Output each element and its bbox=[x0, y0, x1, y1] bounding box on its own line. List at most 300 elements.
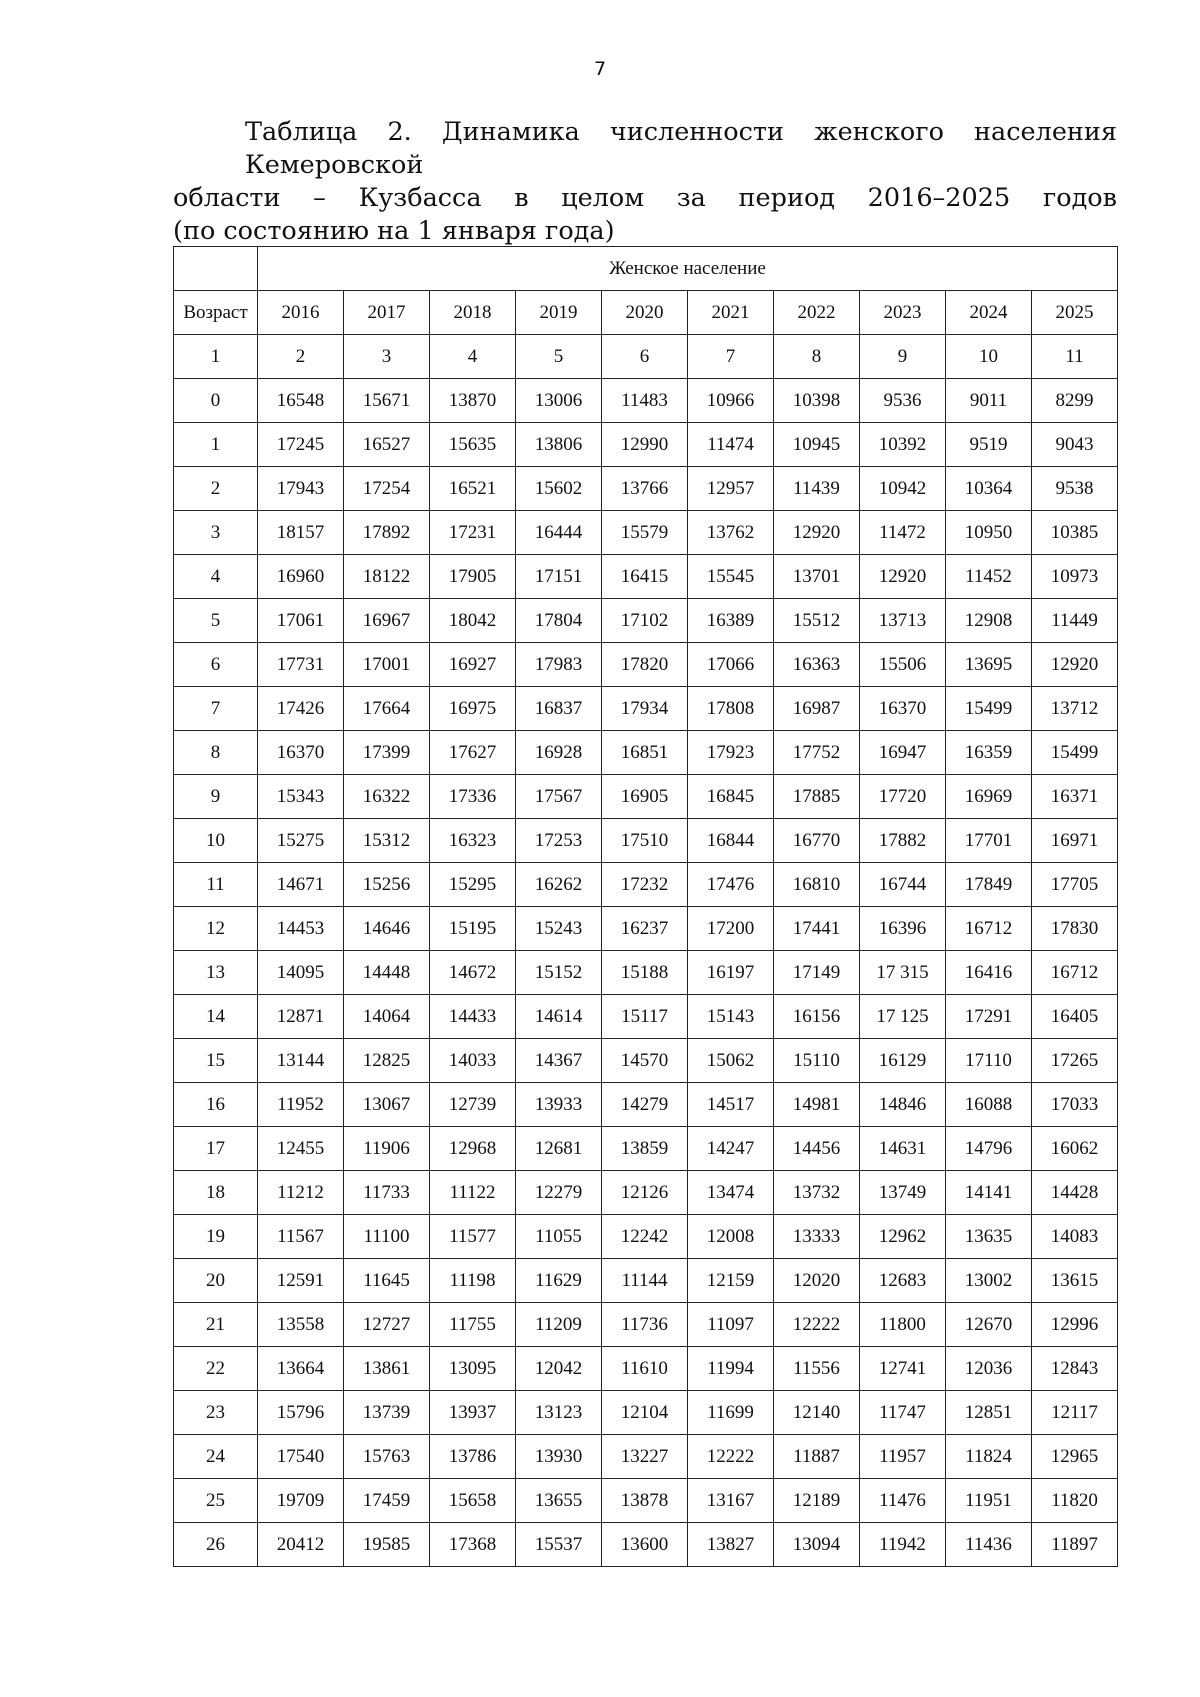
value-cell: 14279 bbox=[602, 1083, 688, 1127]
value-cell: 13859 bbox=[602, 1127, 688, 1171]
column-number-cell: 2 bbox=[258, 335, 344, 379]
value-cell: 11556 bbox=[774, 1347, 860, 1391]
table-row bbox=[174, 1083, 1118, 1127]
value-cell: 17033 bbox=[1032, 1083, 1118, 1127]
value-cell: 13930 bbox=[516, 1435, 602, 1479]
value-cell: 15506 bbox=[860, 643, 946, 687]
value-cell: 16405 bbox=[1032, 995, 1118, 1039]
age-cell: 7 bbox=[174, 687, 258, 731]
column-number-cell: 5 bbox=[516, 335, 602, 379]
value-cell: 12741 bbox=[860, 1347, 946, 1391]
value-cell: 16770 bbox=[774, 819, 860, 863]
value-cell: 16712 bbox=[946, 907, 1032, 951]
table-row bbox=[174, 1127, 1118, 1171]
table-row bbox=[174, 863, 1118, 907]
value-cell: 10950 bbox=[946, 511, 1032, 555]
value-cell: 15117 bbox=[602, 995, 688, 1039]
value-cell: 16971 bbox=[1032, 819, 1118, 863]
value-cell: 17567 bbox=[516, 775, 602, 819]
age-cell: 15 bbox=[174, 1039, 258, 1083]
value-cell: 12968 bbox=[430, 1127, 516, 1171]
column-number-cell: 7 bbox=[688, 335, 774, 379]
value-cell: 16905 bbox=[602, 775, 688, 819]
age-cell: 14 bbox=[174, 995, 258, 1039]
value-cell: 11733 bbox=[344, 1171, 430, 1215]
table-row bbox=[174, 995, 1118, 1039]
age-cell: 22 bbox=[174, 1347, 258, 1391]
value-cell: 11629 bbox=[516, 1259, 602, 1303]
value-cell: 17 315 bbox=[860, 951, 946, 995]
value-cell: 17231 bbox=[430, 511, 516, 555]
value-cell: 17368 bbox=[430, 1523, 516, 1567]
value-cell: 13739 bbox=[344, 1391, 430, 1435]
value-cell: 12683 bbox=[860, 1259, 946, 1303]
value-cell: 13749 bbox=[860, 1171, 946, 1215]
caption-line-2: области – Кузбасса в целом за период 2016–2025 годов bbox=[173, 183, 1117, 213]
column-number-cell: 6 bbox=[602, 335, 688, 379]
value-cell: 14981 bbox=[774, 1083, 860, 1127]
value-cell: 11942 bbox=[860, 1523, 946, 1567]
value-cell: 15195 bbox=[430, 907, 516, 951]
value-cell: 15579 bbox=[602, 511, 688, 555]
value-cell: 13937 bbox=[430, 1391, 516, 1435]
value-cell: 17110 bbox=[946, 1039, 1032, 1083]
value-cell: 14453 bbox=[258, 907, 344, 951]
value-cell: 13878 bbox=[602, 1479, 688, 1523]
value-cell: 14631 bbox=[860, 1127, 946, 1171]
value-cell: 10966 bbox=[688, 379, 774, 423]
value-cell: 13786 bbox=[430, 1435, 516, 1479]
value-cell: 11198 bbox=[430, 1259, 516, 1303]
value-cell: 14614 bbox=[516, 995, 602, 1039]
value-cell: 11476 bbox=[860, 1479, 946, 1523]
value-cell: 10398 bbox=[774, 379, 860, 423]
age-cell: 11 bbox=[174, 863, 258, 907]
column-number-cell: 4 bbox=[430, 335, 516, 379]
table-row bbox=[174, 379, 1118, 423]
value-cell: 12962 bbox=[860, 1215, 946, 1259]
table-body bbox=[174, 379, 1118, 1567]
table-row bbox=[174, 599, 1118, 643]
column-number-cell: 1 bbox=[174, 335, 258, 379]
value-cell: 17849 bbox=[946, 863, 1032, 907]
value-cell: 14064 bbox=[344, 995, 430, 1039]
table-row bbox=[174, 1391, 1118, 1435]
value-cell: 13695 bbox=[946, 643, 1032, 687]
value-cell: 17 125 bbox=[860, 995, 946, 1039]
value-cell: 15499 bbox=[946, 687, 1032, 731]
value-cell: 14646 bbox=[344, 907, 430, 951]
table-caption bbox=[173, 116, 1117, 248]
year-header: 2021 bbox=[688, 291, 774, 335]
value-cell: 11097 bbox=[688, 1303, 774, 1347]
value-cell: 13600 bbox=[602, 1523, 688, 1567]
column-number-cell: 10 bbox=[946, 335, 1032, 379]
age-cell: 12 bbox=[174, 907, 258, 951]
table-row bbox=[174, 1435, 1118, 1479]
value-cell: 9538 bbox=[1032, 467, 1118, 511]
value-cell: 17905 bbox=[430, 555, 516, 599]
empty-corner-cell bbox=[174, 247, 258, 291]
value-cell: 12965 bbox=[1032, 1435, 1118, 1479]
value-cell: 11122 bbox=[430, 1171, 516, 1215]
page-number: 7 bbox=[593, 58, 607, 80]
value-cell: 14367 bbox=[516, 1039, 602, 1083]
value-cell: 11994 bbox=[688, 1347, 774, 1391]
value-cell: 16837 bbox=[516, 687, 602, 731]
value-cell: 17701 bbox=[946, 819, 1032, 863]
year-header: 2016 bbox=[258, 291, 344, 335]
value-cell: 11100 bbox=[344, 1215, 430, 1259]
value-cell: 16416 bbox=[946, 951, 1032, 995]
year-header: 2022 bbox=[774, 291, 860, 335]
value-cell: 11449 bbox=[1032, 599, 1118, 643]
column-number-cell: 3 bbox=[344, 335, 430, 379]
value-cell: 17291 bbox=[946, 995, 1032, 1039]
value-cell: 11577 bbox=[430, 1215, 516, 1259]
value-cell: 13664 bbox=[258, 1347, 344, 1391]
value-cell: 11951 bbox=[946, 1479, 1032, 1523]
value-cell: 19709 bbox=[258, 1479, 344, 1523]
table-row bbox=[174, 819, 1118, 863]
table-row bbox=[174, 511, 1118, 555]
value-cell: 11957 bbox=[860, 1435, 946, 1479]
table-row bbox=[174, 423, 1118, 467]
value-cell: 15143 bbox=[688, 995, 774, 1039]
value-cell: 11483 bbox=[602, 379, 688, 423]
table-row bbox=[174, 731, 1118, 775]
value-cell: 12825 bbox=[344, 1039, 430, 1083]
value-cell: 13067 bbox=[344, 1083, 430, 1127]
value-cell: 15110 bbox=[774, 1039, 860, 1083]
value-cell: 16987 bbox=[774, 687, 860, 731]
age-cell: 9 bbox=[174, 775, 258, 819]
value-cell: 11055 bbox=[516, 1215, 602, 1259]
value-cell: 11699 bbox=[688, 1391, 774, 1435]
value-cell: 15152 bbox=[516, 951, 602, 995]
value-cell: 17061 bbox=[258, 599, 344, 643]
age-cell: 21 bbox=[174, 1303, 258, 1347]
value-cell: 15545 bbox=[688, 555, 774, 599]
value-cell: 17149 bbox=[774, 951, 860, 995]
value-cell: 12990 bbox=[602, 423, 688, 467]
value-cell: 16363 bbox=[774, 643, 860, 687]
value-cell: 12222 bbox=[688, 1435, 774, 1479]
value-cell: 12042 bbox=[516, 1347, 602, 1391]
value-cell: 16844 bbox=[688, 819, 774, 863]
value-cell: 13827 bbox=[688, 1523, 774, 1567]
value-cell: 12222 bbox=[774, 1303, 860, 1347]
value-cell: 17200 bbox=[688, 907, 774, 951]
value-cell: 16088 bbox=[946, 1083, 1032, 1127]
value-cell: 13870 bbox=[430, 379, 516, 423]
value-cell: 16444 bbox=[516, 511, 602, 555]
value-cell: 10945 bbox=[774, 423, 860, 467]
age-cell: 6 bbox=[174, 643, 258, 687]
value-cell: 17232 bbox=[602, 863, 688, 907]
value-cell: 16928 bbox=[516, 731, 602, 775]
value-cell: 11144 bbox=[602, 1259, 688, 1303]
value-cell: 13227 bbox=[602, 1435, 688, 1479]
value-cell: 19585 bbox=[344, 1523, 430, 1567]
value-cell: 12189 bbox=[774, 1479, 860, 1523]
value-cell: 15275 bbox=[258, 819, 344, 863]
table-row bbox=[174, 467, 1118, 511]
value-cell: 15256 bbox=[344, 863, 430, 907]
value-cell: 17664 bbox=[344, 687, 430, 731]
value-cell: 20412 bbox=[258, 1523, 344, 1567]
value-cell: 12843 bbox=[1032, 1347, 1118, 1391]
value-cell: 15312 bbox=[344, 819, 430, 863]
value-cell: 17934 bbox=[602, 687, 688, 731]
value-cell: 16810 bbox=[774, 863, 860, 907]
age-cell: 23 bbox=[174, 1391, 258, 1435]
year-header: 2025 bbox=[1032, 291, 1118, 335]
table-row bbox=[174, 1215, 1118, 1259]
value-cell: 16969 bbox=[946, 775, 1032, 819]
value-cell: 12920 bbox=[774, 511, 860, 555]
age-cell: 10 bbox=[174, 819, 258, 863]
value-cell: 12140 bbox=[774, 1391, 860, 1435]
value-cell: 10942 bbox=[860, 467, 946, 511]
value-cell: 15188 bbox=[602, 951, 688, 995]
value-cell: 13095 bbox=[430, 1347, 516, 1391]
value-cell: 17102 bbox=[602, 599, 688, 643]
value-cell: 15537 bbox=[516, 1523, 602, 1567]
value-cell: 13713 bbox=[860, 599, 946, 643]
value-cell: 13933 bbox=[516, 1083, 602, 1127]
value-cell: 16851 bbox=[602, 731, 688, 775]
value-cell: 11736 bbox=[602, 1303, 688, 1347]
value-cell: 17808 bbox=[688, 687, 774, 731]
value-cell: 14448 bbox=[344, 951, 430, 995]
value-cell: 13615 bbox=[1032, 1259, 1118, 1303]
value-cell: 17441 bbox=[774, 907, 860, 951]
value-cell: 11212 bbox=[258, 1171, 344, 1215]
value-cell: 16359 bbox=[946, 731, 1032, 775]
value-cell: 14428 bbox=[1032, 1171, 1118, 1215]
value-cell: 9536 bbox=[860, 379, 946, 423]
value-cell: 16129 bbox=[860, 1039, 946, 1083]
value-cell: 16548 bbox=[258, 379, 344, 423]
value-cell: 17804 bbox=[516, 599, 602, 643]
year-header: 2019 bbox=[516, 291, 602, 335]
value-cell: 13712 bbox=[1032, 687, 1118, 731]
value-cell: 17943 bbox=[258, 467, 344, 511]
value-cell: 16845 bbox=[688, 775, 774, 819]
value-cell: 12739 bbox=[430, 1083, 516, 1127]
value-cell: 13167 bbox=[688, 1479, 774, 1523]
value-cell: 18122 bbox=[344, 555, 430, 599]
value-cell: 16415 bbox=[602, 555, 688, 599]
age-cell: 17 bbox=[174, 1127, 258, 1171]
value-cell: 13762 bbox=[688, 511, 774, 555]
age-cell: 3 bbox=[174, 511, 258, 555]
year-header: 2018 bbox=[430, 291, 516, 335]
age-cell: 4 bbox=[174, 555, 258, 599]
value-cell: 11820 bbox=[1032, 1479, 1118, 1523]
value-cell: 16062 bbox=[1032, 1127, 1118, 1171]
value-cell: 12591 bbox=[258, 1259, 344, 1303]
value-cell: 17265 bbox=[1032, 1039, 1118, 1083]
value-cell: 17752 bbox=[774, 731, 860, 775]
value-cell: 12455 bbox=[258, 1127, 344, 1171]
value-cell: 17885 bbox=[774, 775, 860, 819]
value-cell: 16744 bbox=[860, 863, 946, 907]
age-cell: 13 bbox=[174, 951, 258, 995]
value-cell: 18042 bbox=[430, 599, 516, 643]
value-cell: 12920 bbox=[860, 555, 946, 599]
value-cell: 17705 bbox=[1032, 863, 1118, 907]
table-row bbox=[174, 1039, 1118, 1083]
value-cell: 16197 bbox=[688, 951, 774, 995]
value-cell: 14141 bbox=[946, 1171, 1032, 1215]
value-cell: 17510 bbox=[602, 819, 688, 863]
value-cell: 14083 bbox=[1032, 1215, 1118, 1259]
value-cell: 13094 bbox=[774, 1523, 860, 1567]
value-cell: 11897 bbox=[1032, 1523, 1118, 1567]
value-cell: 15658 bbox=[430, 1479, 516, 1523]
value-cell: 12036 bbox=[946, 1347, 1032, 1391]
value-cell: 9011 bbox=[946, 379, 1032, 423]
value-cell: 13766 bbox=[602, 467, 688, 511]
column-number-cell: 11 bbox=[1032, 335, 1118, 379]
value-cell: 11755 bbox=[430, 1303, 516, 1347]
value-cell: 17627 bbox=[430, 731, 516, 775]
value-cell: 13806 bbox=[516, 423, 602, 467]
value-cell: 12851 bbox=[946, 1391, 1032, 1435]
value-cell: 13123 bbox=[516, 1391, 602, 1435]
value-cell: 15671 bbox=[344, 379, 430, 423]
value-cell: 11887 bbox=[774, 1435, 860, 1479]
population-table bbox=[173, 246, 1118, 1567]
value-cell: 13333 bbox=[774, 1215, 860, 1259]
caption-line-1: Таблица 2. Динамика численности женского населения Кемеровской bbox=[245, 117, 1117, 180]
year-header: 2024 bbox=[946, 291, 1032, 335]
value-cell: 16389 bbox=[688, 599, 774, 643]
age-cell: 5 bbox=[174, 599, 258, 643]
value-cell: 16156 bbox=[774, 995, 860, 1039]
value-cell: 17336 bbox=[430, 775, 516, 819]
value-cell: 17151 bbox=[516, 555, 602, 599]
value-cell: 16947 bbox=[860, 731, 946, 775]
value-cell: 16237 bbox=[602, 907, 688, 951]
value-cell: 14846 bbox=[860, 1083, 946, 1127]
value-cell: 16323 bbox=[430, 819, 516, 863]
year-header: 2017 bbox=[344, 291, 430, 335]
value-cell: 16262 bbox=[516, 863, 602, 907]
age-cell: 18 bbox=[174, 1171, 258, 1215]
value-cell: 15243 bbox=[516, 907, 602, 951]
value-cell: 17066 bbox=[688, 643, 774, 687]
value-cell: 16712 bbox=[1032, 951, 1118, 995]
value-cell: 12681 bbox=[516, 1127, 602, 1171]
value-cell: 17426 bbox=[258, 687, 344, 731]
value-cell: 12020 bbox=[774, 1259, 860, 1303]
value-cell: 15295 bbox=[430, 863, 516, 907]
value-cell: 11209 bbox=[516, 1303, 602, 1347]
value-cell: 17254 bbox=[344, 467, 430, 511]
age-cell: 25 bbox=[174, 1479, 258, 1523]
age-cell: 2 bbox=[174, 467, 258, 511]
value-cell: 15343 bbox=[258, 775, 344, 819]
value-cell: 14570 bbox=[602, 1039, 688, 1083]
value-cell: 13861 bbox=[344, 1347, 430, 1391]
age-cell: 20 bbox=[174, 1259, 258, 1303]
value-cell: 12957 bbox=[688, 467, 774, 511]
value-cell: 13006 bbox=[516, 379, 602, 423]
table-row bbox=[174, 1303, 1118, 1347]
table-row bbox=[174, 643, 1118, 687]
table-row bbox=[174, 1259, 1118, 1303]
value-cell: 14433 bbox=[430, 995, 516, 1039]
table-row bbox=[174, 1347, 1118, 1391]
table-column-number-row bbox=[174, 335, 1118, 379]
value-cell: 11436 bbox=[946, 1523, 1032, 1567]
value-cell: 15796 bbox=[258, 1391, 344, 1435]
value-cell: 16527 bbox=[344, 423, 430, 467]
value-cell: 12996 bbox=[1032, 1303, 1118, 1347]
value-cell: 12117 bbox=[1032, 1391, 1118, 1435]
table-row bbox=[174, 687, 1118, 731]
value-cell: 16960 bbox=[258, 555, 344, 599]
value-cell: 13701 bbox=[774, 555, 860, 599]
value-cell: 14517 bbox=[688, 1083, 774, 1127]
value-cell: 13635 bbox=[946, 1215, 1032, 1259]
value-cell: 11952 bbox=[258, 1083, 344, 1127]
value-cell: 10392 bbox=[860, 423, 946, 467]
value-cell: 12126 bbox=[602, 1171, 688, 1215]
value-cell: 17892 bbox=[344, 511, 430, 555]
column-number-cell: 8 bbox=[774, 335, 860, 379]
value-cell: 12008 bbox=[688, 1215, 774, 1259]
value-cell: 14672 bbox=[430, 951, 516, 995]
value-cell: 17820 bbox=[602, 643, 688, 687]
value-cell: 16396 bbox=[860, 907, 946, 951]
value-cell: 15635 bbox=[430, 423, 516, 467]
year-header: 2020 bbox=[602, 291, 688, 335]
age-cell: 0 bbox=[174, 379, 258, 423]
value-cell: 15763 bbox=[344, 1435, 430, 1479]
value-cell: 15512 bbox=[774, 599, 860, 643]
value-cell: 11747 bbox=[860, 1391, 946, 1435]
value-cell: 8299 bbox=[1032, 379, 1118, 423]
value-cell: 15602 bbox=[516, 467, 602, 511]
value-cell: 11439 bbox=[774, 467, 860, 511]
age-cell: 16 bbox=[174, 1083, 258, 1127]
value-cell: 17720 bbox=[860, 775, 946, 819]
table-group-header-row bbox=[174, 247, 1118, 291]
value-cell: 12920 bbox=[1032, 643, 1118, 687]
value-cell: 11906 bbox=[344, 1127, 430, 1171]
value-cell: 10364 bbox=[946, 467, 1032, 511]
value-cell: 16967 bbox=[344, 599, 430, 643]
value-cell: 12279 bbox=[516, 1171, 602, 1215]
table-year-header-row bbox=[174, 291, 1118, 335]
value-cell: 17001 bbox=[344, 643, 430, 687]
value-cell: 14796 bbox=[946, 1127, 1032, 1171]
age-cell: 19 bbox=[174, 1215, 258, 1259]
value-cell: 12727 bbox=[344, 1303, 430, 1347]
value-cell: 17253 bbox=[516, 819, 602, 863]
value-cell: 10973 bbox=[1032, 555, 1118, 599]
value-cell: 17983 bbox=[516, 643, 602, 687]
value-cell: 14671 bbox=[258, 863, 344, 907]
value-cell: 11645 bbox=[344, 1259, 430, 1303]
age-cell: 1 bbox=[174, 423, 258, 467]
table-row bbox=[174, 1171, 1118, 1215]
value-cell: 17882 bbox=[860, 819, 946, 863]
